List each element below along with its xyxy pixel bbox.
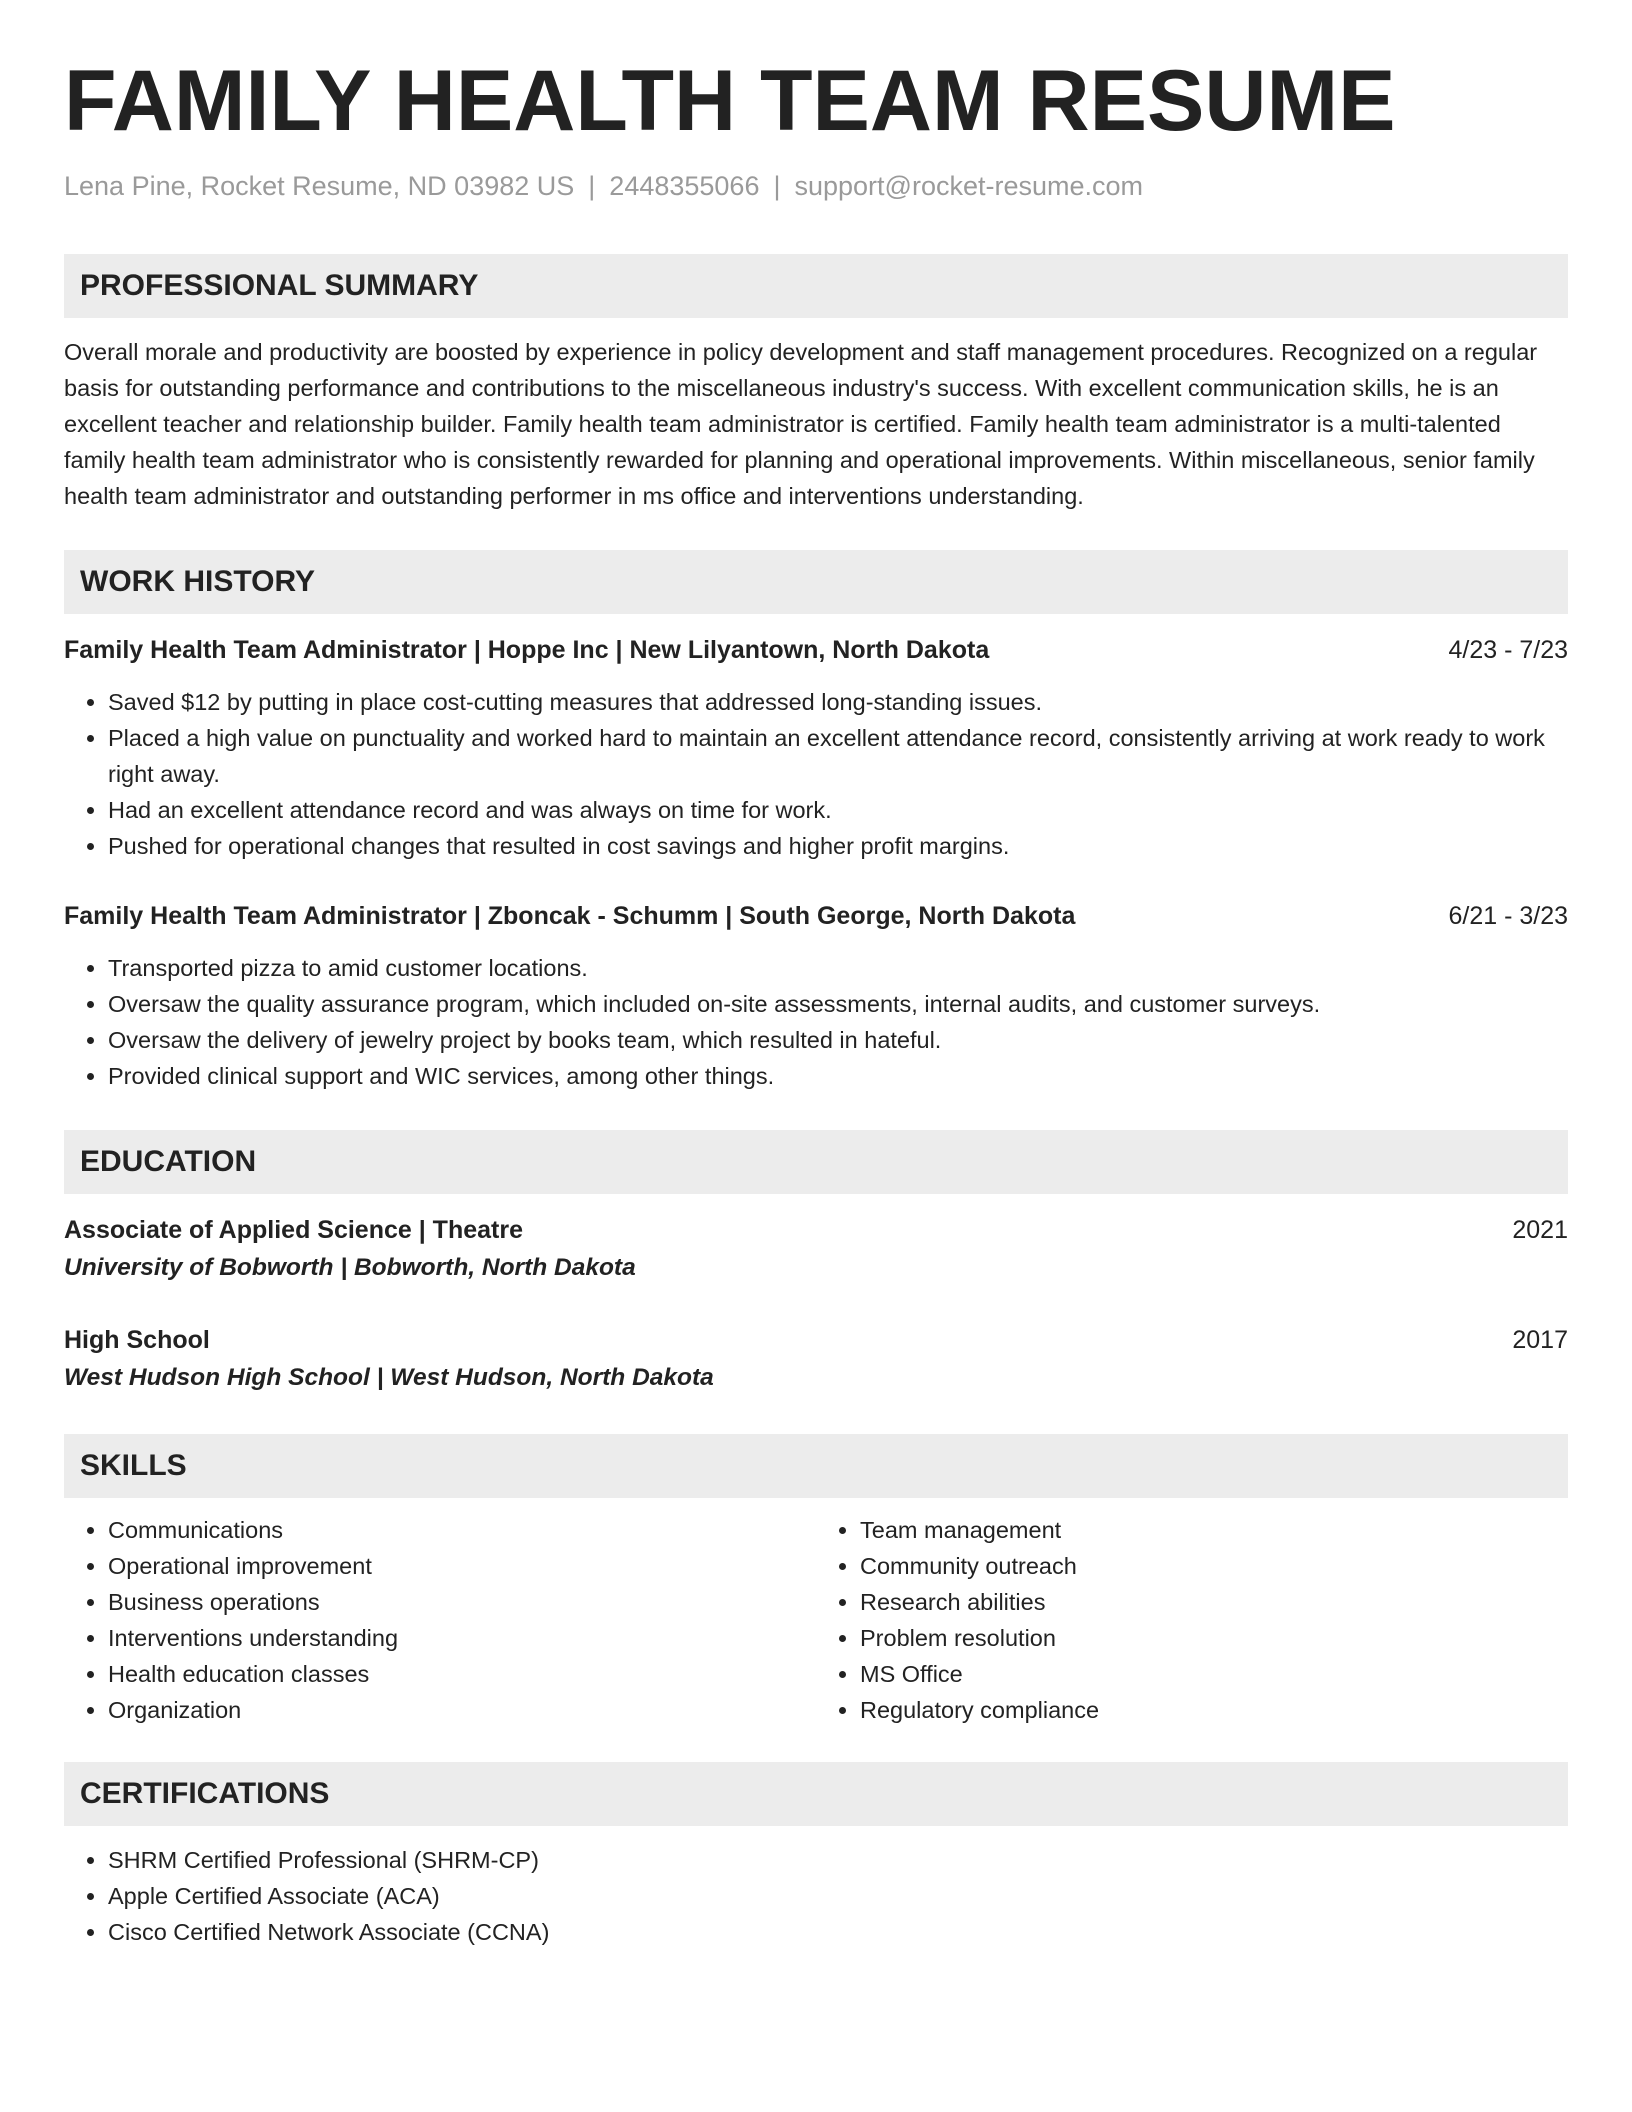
skill-item: • Problem resolution: [860, 1620, 1568, 1656]
education-school: University of Bobworth | Bobworth, North Dakota: [64, 1254, 636, 1282]
education-year: 2021: [1512, 1216, 1568, 1245]
skill-item: • Organization: [108, 1692, 816, 1728]
education-school: West Hudson High School | West Hudson, North Dakota: [64, 1364, 714, 1392]
contact-phone: 2448355066: [609, 171, 760, 201]
contact-line: [64, 170, 1568, 202]
certification-item: • Cisco Certified Network Associate (CCNA): [108, 1914, 1568, 1950]
skill-item: • Health education classes: [108, 1656, 816, 1692]
job-dates: 4/23 - 7/23: [1448, 636, 1568, 665]
education-header: [64, 1212, 1568, 1248]
job-bullet: • Transported pizza to amid customer locations.: [108, 950, 1568, 986]
certification-item: • Apple Certified Associate (ACA): [108, 1878, 1568, 1914]
education-header: [64, 1322, 1568, 1358]
job-bullet: • Pushed for operational changes that resulted in cost savings and higher profit margins.: [108, 828, 1568, 864]
skill-item: • Interventions understanding: [108, 1620, 816, 1656]
job-entry: [64, 632, 1568, 864]
job-header: [64, 898, 1568, 934]
section-header-education: EDUCATION: [64, 1130, 1568, 1194]
skills-list-right: [816, 1512, 1568, 1728]
skill-item: • Communications: [108, 1512, 816, 1548]
skill-item: • Community outreach: [860, 1548, 1568, 1584]
contact-separator: |: [588, 171, 596, 201]
job-bullet: • Oversaw the delivery of jewelry project by books team, which resulted in hateful.: [108, 1022, 1568, 1058]
contact-separator: |: [773, 171, 781, 201]
education-year: 2017: [1512, 1326, 1568, 1355]
job-bullets: [64, 684, 1568, 864]
education-entry: [64, 1212, 1568, 1286]
skill-item: • Research abilities: [860, 1584, 1568, 1620]
job-bullet: • Provided clinical support and WIC services, among other things.: [108, 1058, 1568, 1094]
job-dates: 6/21 - 3/23: [1448, 902, 1568, 931]
job-bullet: • Placed a high value on punctuality and worked hard to maintain an excellent attendance record, consistently arriving at work ready to work right away.: [108, 720, 1568, 792]
skill-item: • MS Office: [860, 1656, 1568, 1692]
skill-item: • Business operations: [108, 1584, 816, 1620]
resume-title: FAMILY HEALTH TEAM RESUME: [64, 53, 1396, 149]
skills-list-left: [64, 1512, 816, 1728]
education-degree: High School: [64, 1326, 210, 1355]
contact-address: Lena Pine, Rocket Resume, ND 03982 US: [64, 171, 575, 201]
job-entry: [64, 898, 1568, 1094]
section-header-summary: PROFESSIONAL SUMMARY: [64, 254, 1568, 318]
certifications-list: [64, 1842, 1568, 1950]
contact-email: support@rocket-resume.com: [794, 171, 1144, 201]
job-bullet: • Oversaw the quality assurance program, which included on-site assessments, internal audits, and customer surveys.: [108, 986, 1568, 1022]
section-header-work-history: WORK HISTORY: [64, 550, 1568, 614]
job-bullet: • Had an excellent attendance record and was always on time for work.: [108, 792, 1568, 828]
education-degree: Associate of Applied Science | Theatre: [64, 1216, 523, 1245]
skill-item: • Team management: [860, 1512, 1568, 1548]
certification-item: • SHRM Certified Professional (SHRM-CP): [108, 1842, 1568, 1878]
job-bullet: • Saved $12 by putting in place cost-cutting measures that addressed long-standing issues.: [108, 684, 1568, 720]
summary-text: Overall morale and productivity are boosted by experience in policy development and staff management procedures. Recognized on a regular basis for outstanding performance and contributions to the miscellaneous industry's success. With excellent communication skills, he is an excellent teacher and relationship builder. Family health team administrator is certified. Family health team administrator is a multi-talented family health team administrator who is consistently rewarded for planning and operational improvements. Within miscellaneous, senior family health team administrator and outstanding performer in ms office and interventions understanding.: [64, 339, 1538, 510]
job-header: [64, 632, 1568, 668]
section-header-certifications: CERTIFICATIONS: [64, 1762, 1568, 1826]
job-bullets: [64, 950, 1568, 1094]
job-title: Family Health Team Administrator | Hoppe Inc | New Lilyantown, North Dakota: [64, 636, 990, 665]
skills-columns: [64, 1512, 1568, 1728]
skill-item: • Operational improvement: [108, 1548, 816, 1584]
skill-item: • Regulatory compliance: [860, 1692, 1568, 1728]
section-header-skills: SKILLS: [64, 1434, 1568, 1498]
education-entry: [64, 1322, 1568, 1396]
job-title: Family Health Team Administrator | Zboncak - Schumm | South George, North Dakota: [64, 902, 1076, 931]
